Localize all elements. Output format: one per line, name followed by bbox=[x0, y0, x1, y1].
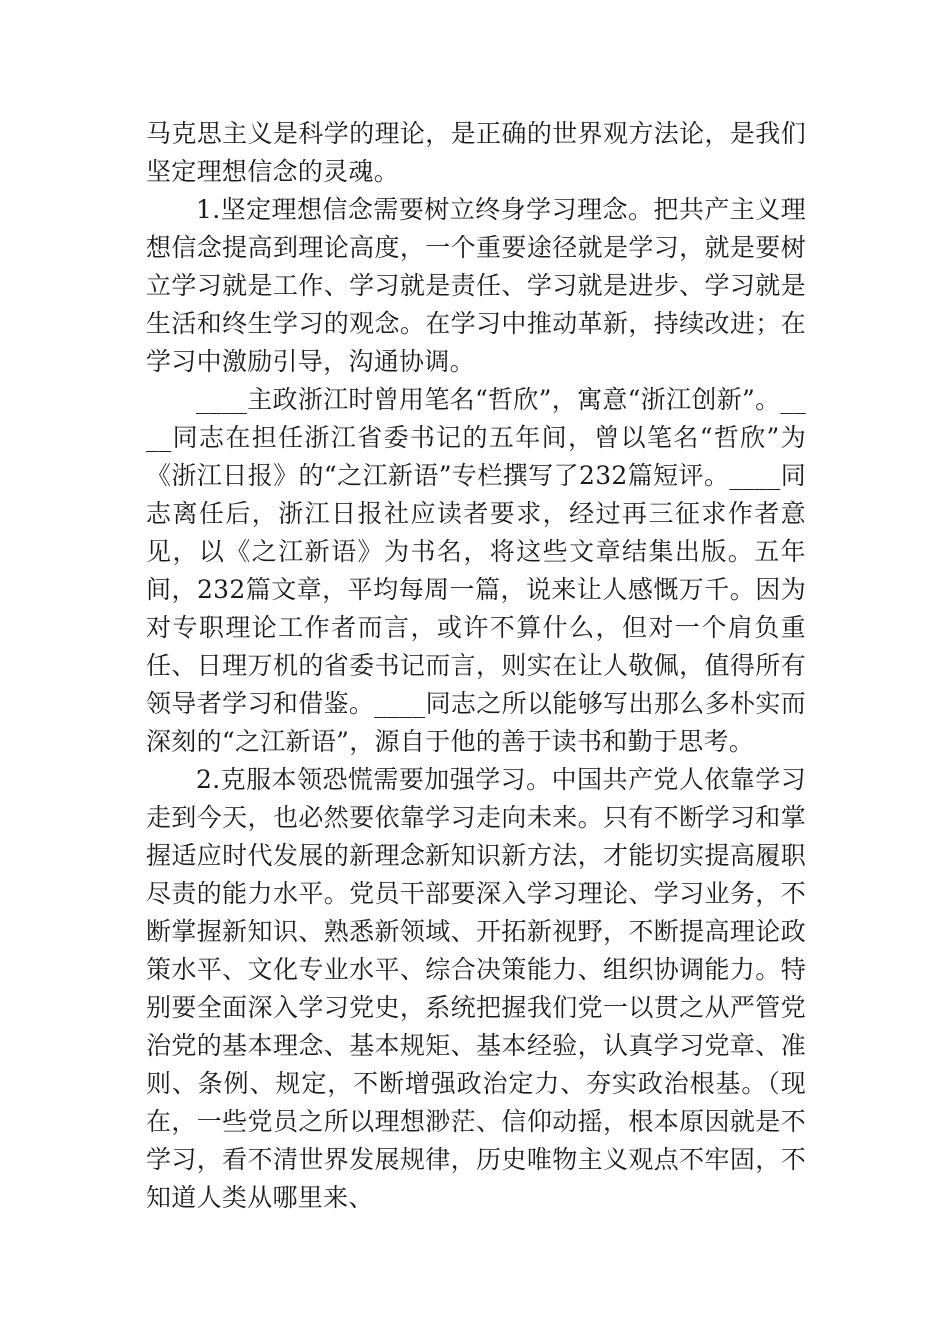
paragraph-1: 马克思主义是科学的理论，是正确的世界观方法论，是我们坚定理想信念的灵魂。 bbox=[146, 119, 806, 186]
paragraph-4: 2.克服本领恐慌需要加强学习。中国共产党人依靠学习走到今天，也必然要依靠学习走向未来。只有不断学习和掌握适应时代发展的新理念新知识新方法，才能切实提高履职尽责的能力水平。党员干部要深入学习理论、学习业务，不断掌握新知识、熟悉新领域、开拓新视野，不断提高理论政策水平、文化专业水平、综合决策能力、组织协调能力。特别要全面深入学习党史，系统把握我们党一以贯之从严管党治党的基本理念、基本规矩、基本经验，认真学习党章、准则、条例、规定，不断增强政治定力、夯实政治根基。（现在，一些党员之所以理想渺茫、信仰动摇，根本原因就是不学习，看不清世界发展规律，历史唯物主义观点不牢固，不知道人类从哪里来、 bbox=[146, 765, 806, 1212]
document-body bbox=[146, 115, 806, 1217]
paragraph-2: 1.坚定理想信念需要树立终身学习理念。把共产主义理想信念提高到理论高度，一个重要途径就是学习，就是要树立学习就是工作、学习就是责任、学习就是进步、学习就是生活和终生学习的观念。在学习中推动革新，持续改进；在学习中激励引导，沟通协调。 bbox=[146, 195, 806, 376]
paragraph-3: ____主政浙江时曾用笔名“哲欣”，寓意“浙江创新”。____同志在担任浙江省委书记的五年间，曾以笔名“哲欣”为《浙江日报》的“之江新语”专栏撰写了232篇短评。____同志离任后，浙江日报社应读者要求，经过再三征求作者意见，以《之江新语》为书名，将这些文章结集出版。五年间，232篇文章，平均每周一篇，说来让人感慨万千。因为对专职理论工作者而言，或许不算什么，但对一个肩负重任、日理万机的省委书记而言，则实在让人敬佩，值得所有领导者学习和借鉴。____同志之所以能够写出那么多朴实而深刻的“之江新语”，源自于他的善于读书和勤于思考。 bbox=[146, 385, 806, 756]
